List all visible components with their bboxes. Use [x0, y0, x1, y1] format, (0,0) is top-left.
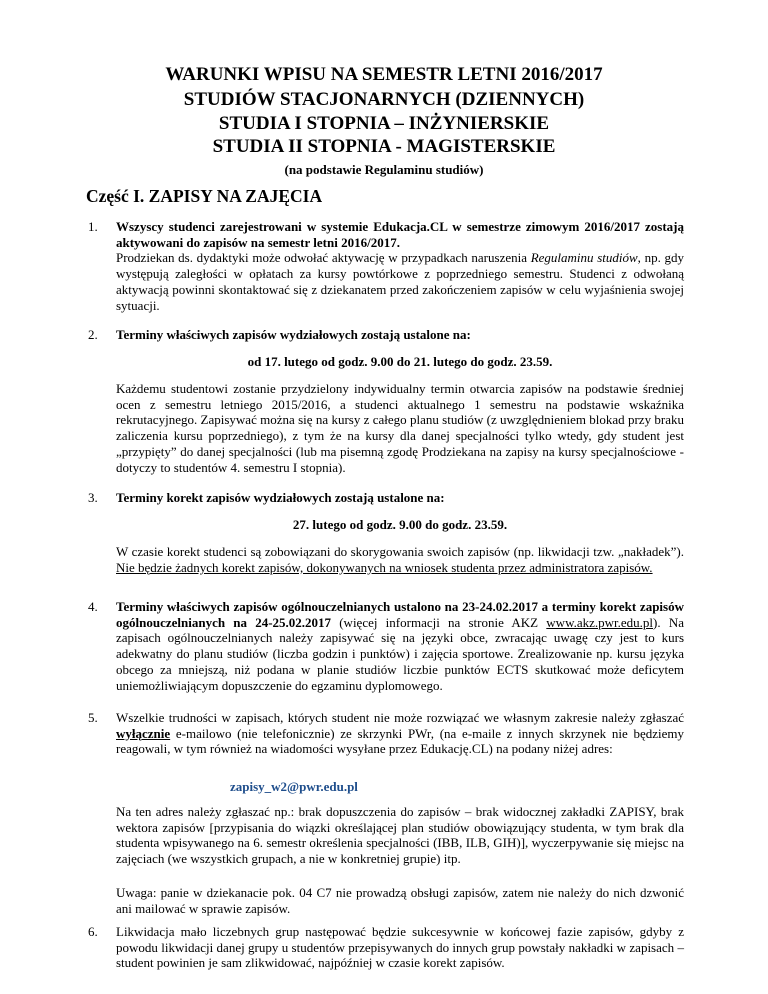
item-3-bold: Terminy korekt zapisów wydziałowych zostają ustalone na:: [116, 490, 445, 505]
item-5-text-a: Wszelkie trudności w zapisach, których student nie może rozwiązać we własnym zakresie należy zgłaszać: [116, 710, 684, 725]
support-email-wrap: [230, 779, 630, 795]
item-4: [116, 599, 684, 693]
item-5-text-b: e-mailowo (nie telefonicznie) ze skrzynki PWr, (na e-maile z innych skrzynek nie będziemy reagowali, w tym również na wiadomości wysyłane przez Edukację.CL) na podany niżej adres:: [116, 725, 684, 757]
item-1-text-a: Prodziekan ds. dydaktyki może odwołać aktywację w przypadkach naruszenia: [116, 250, 531, 266]
item-1: [116, 219, 684, 313]
item-5-number: 5.: [88, 710, 98, 725]
item-5-text-c: Na ten adres należy zgłaszać np.: brak dopuszczenia do zapisów – brak widocznej zakładki ZAPISY, brak wektora zapisów [przypisania do wiązki określającej plan studiów obowiązujący studenta, w tym brak dla studenta wpisywanego na 6. semestr określenia specjalności (IBB, ILB, GIH)], wyczerpywanie się miejsc na zajęciach (we wszystkich grupach, a nie w konkretniej grupie) itp.: [116, 804, 684, 867]
item-3-dates: 27. lutego od godz. 9.00 do godz. 23.59.: [292, 517, 508, 532]
akz-link[interactable]: www.akz.pwr.edu.pl: [546, 614, 654, 630]
item-3-underlined: Nie będzie żadnych korekt zapisów, dokonywanych na wniosek studenta przez administratora zapisów.: [116, 559, 653, 575]
item-6-text: Likwidacja mało liczebnych grup następować będzie sukcesywnie w końcowej fazie zapisów, gdyby z powodu likwidacji danej grupy u studentów przepisywanych do innych grup powstały nakładki w zapisach – student powinien je sam zlikwidować, najpóźniej w czasie korekt zapisów.: [116, 924, 684, 971]
item-2-heading: [116, 327, 684, 343]
item-6-number: 6.: [88, 924, 98, 939]
title-line-3: STUDIA I STOPNIA – INŻYNIERSKIE: [218, 113, 550, 134]
item-2-number: 2.: [88, 327, 98, 342]
item-2-bold: Terminy właściwych zapisów wydziałowych zostają ustalone na:: [116, 327, 471, 342]
item-1-number: 1.: [88, 219, 98, 234]
item-3-heading: [116, 490, 684, 506]
section-heading: Część I. ZAPISY NA ZAJĘCIA: [86, 186, 323, 206]
item-2-dates: od 17. lutego od godz. 9.00 do 21. lutego do godz. 23.59.: [247, 354, 553, 369]
title-line-1: WARUNKI WPISU NA SEMESTR LETNI 2016/2017: [165, 64, 603, 85]
item-3-text-main: W czasie korekt studenci są zobowiązani do skorygowania swoich zapisów (np. likwidacji tzw. „nakładek”).: [116, 544, 684, 559]
support-email[interactable]: zapisy_w2@pwr.edu.pl: [230, 779, 358, 794]
title-line-2: STUDIÓW STACJONARNYCH (DZIENNYCH): [183, 89, 585, 110]
item-4-bold: Terminy właściwych zapisów ogólnouczelnianych ustalono na 23-24.02.2017 a terminy korekt zapisów ogólnouczelnianych na 24-25.02.2017: [116, 599, 684, 630]
item-1-bold: Wszyscy studenci zarejestrowani w systemie Edukacja.CL w semestrze zimowym 2016/2017 zostają aktywowani do zapisów na semestr letni 2016/2017.: [116, 219, 684, 250]
title-line-4: STUDIA II STOPNIA - MAGISTERSKIE: [212, 136, 556, 157]
item-4-number: 4.: [88, 599, 98, 614]
subtitle: (na podstawie Regulaminu studiów): [284, 162, 484, 177]
item-5-strong: wyłącznie: [116, 725, 171, 741]
item-2-text: Każdemu studentowi zostanie przydzielony indywidualny termin otwarcia zapisów na podstawie średniej ocen z semestru letniego 2015/2016, a studenci aktualnego 1 semestru na podstawie wskaźnika rekrutacyjnego. Zapisywać można się na kursy z całego planu studiów (z uwzględnieniem blokad przy braku zaliczenia kursu poprzedniego), z tym że na kursy dla danej specjalności tylko wtedy, gdy student jest „przypięty” do danej specjalności (lub ma pisemną zgodę Prodziekana na zapisy na kursy specjalnościowe - dotyczy to studentów 4. semestru I stopnia).: [116, 381, 684, 475]
item-3-number: 3.: [88, 490, 98, 505]
item-4-text-a: (więcej informacji na stronie AKZ: [331, 614, 547, 630]
item-1-text-b: , np. gdy występują zaległości w opłatach za kursy powtórkowe z poprzedniego semestru. Studenci z odwołaną aktywacją powinni skontaktować się z dziekanatem przed zakończeniem zapisów w celu wyjaśnienia swojej sytuacji.: [116, 250, 685, 313]
item-5: [116, 710, 684, 757]
item-1-regulamin: Regulaminu studiów: [530, 250, 638, 266]
item-4-text-b: ). Na zapisach ogólnouczelnianych należy zapisywać się na języki obce, zwracając uwagę czy jest to kurs adekwatny do planu studiów (liczba godzin i punktów) i zajęcia sportowe. Zrealizowanie np. kursu języka obcego za mniejszą, niż podana w planie studiów liczbie punktów ECTS skutkować może deficytem uniemożliwiającym dopuszczenie do egzaminu dyplomowego.: [116, 614, 684, 693]
item-3-text: [116, 544, 684, 575]
item-5-note: Uwaga: panie w dziekanacie pok. 04 C7 nie prowadzą obsługi zapisów, zatem nie należy do nich dzwonić ani mailować w sprawie zapisów.: [116, 885, 684, 916]
